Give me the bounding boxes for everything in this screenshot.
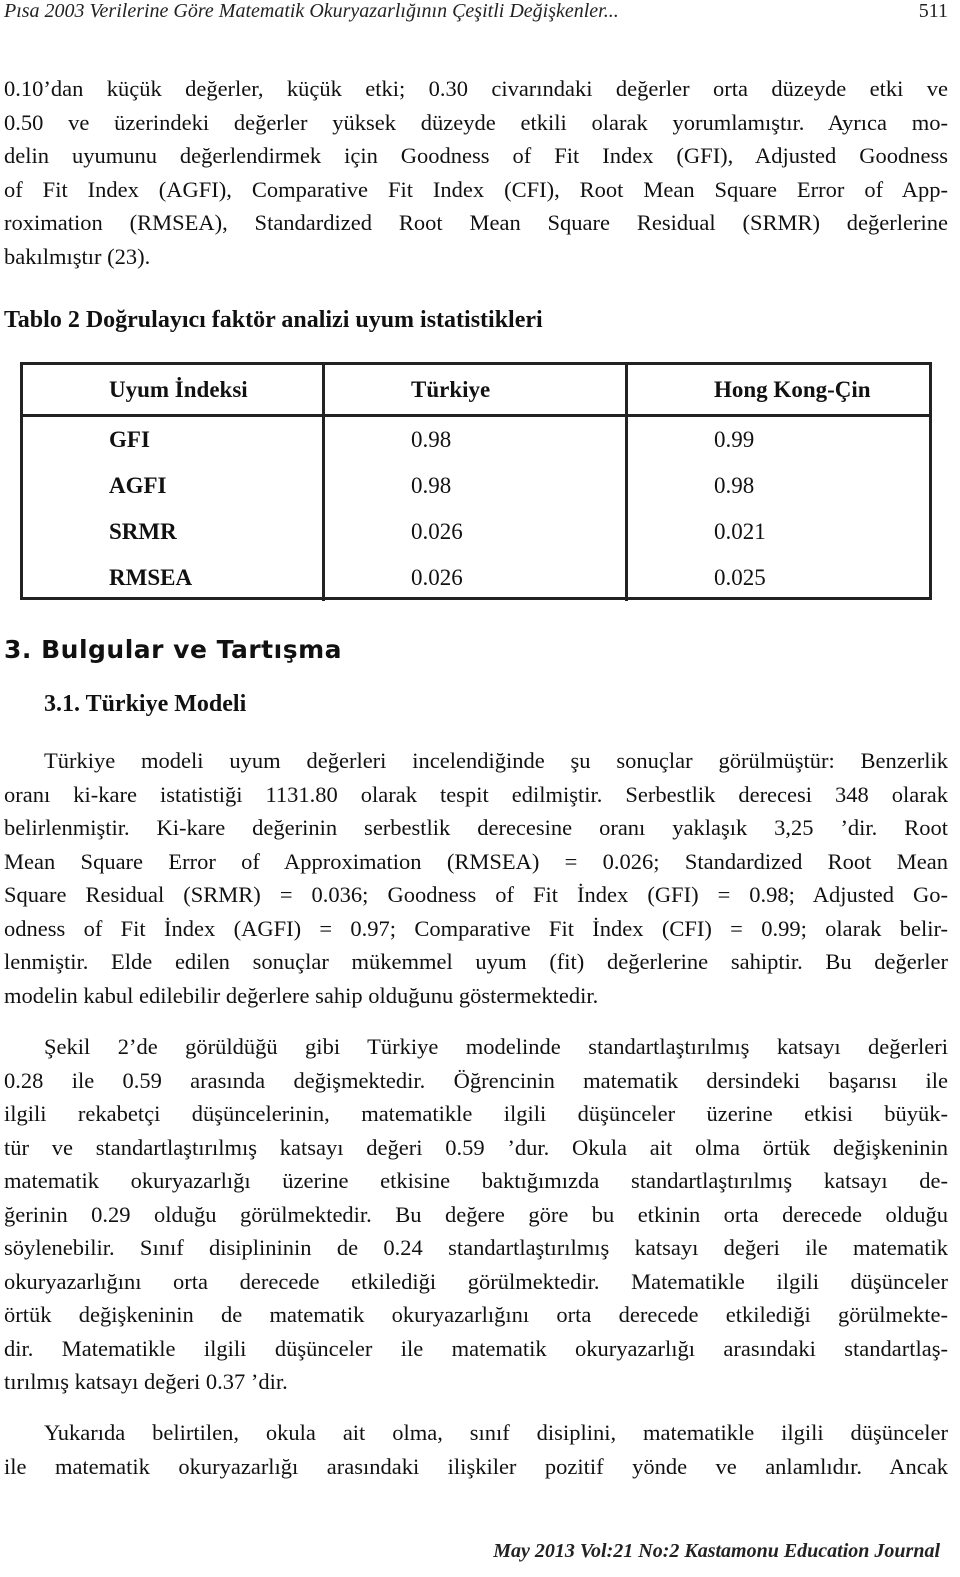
journal-footer: May 2013 Vol:21 No:2 Kastamonu Education Journal — [493, 1540, 940, 1562]
section-heading: 3. Bulgular ve Tartışma — [4, 635, 342, 664]
table-header-cell: Hong Kong-Çin — [714, 376, 871, 402]
text-line: ğerinin 0.29 olduğu görülmektedir. Bu değere göre bu etkinin orta derecede olduğu — [4, 1201, 948, 1227]
table-cell: 0.98 — [714, 473, 755, 498]
text-line: ilgili rekabetçi düşüncelerinin, matematikle ilgili düşünceler üzerine etkisi büyük- — [4, 1101, 948, 1126]
table-cell: 0.98 — [325, 417, 628, 463]
table-cell: 0.98 — [325, 463, 628, 509]
table-cell: 0.025 — [714, 565, 766, 590]
table-cell: GFI — [23, 417, 325, 463]
text-line: söylenebilir. Sınıf disiplininin de 0.24 standartlaştırılmış katsayı değeri ile matematik — [4, 1235, 948, 1260]
results-paragraph-2 — [4, 1030, 948, 1399]
subsection-heading: 3.1. Türkiye Modeli — [44, 691, 247, 717]
text-line: 0.28 ile 0.59 arasında değişmektedir. Öğrencinin matematik dersindeki başarısı ile — [4, 1067, 948, 1093]
text-line: Square Residual (SRMR) = 0.036; Goodness of Fit İndex (GFI) = 0.98; Adjusted Go- — [4, 882, 948, 907]
table-caption: Tablo 2 Doğrulayıcı faktör analizi uyum istatistikleri — [4, 307, 543, 333]
results-paragraph-3 — [4, 1416, 948, 1483]
text-line: modelin kabul edilebilir değerlere sahip olduğunu göstermektedir. — [4, 982, 599, 1008]
text-line: matematik okuryazarlığı üzerine etkisine baktığımızda standartlaştırılmış katsayı de- — [4, 1168, 948, 1193]
table-cell: 0.026 — [325, 509, 628, 555]
text-line: 0.10’dan küçük değerler, küçük etki; 0.30 civarındaki değerler orta düzeyde etki ve — [4, 76, 948, 101]
text-line: ile matematik okuryazarlığı arasındaki ilişkiler pozitif yönde ve anlamlıdır. Ancak — [4, 1453, 948, 1479]
intro-paragraph — [4, 72, 948, 273]
table-row — [23, 509, 929, 555]
text-line: Türkiye modeli uyum değerleri incelendiğinde şu sonuçlar görülmüştür: Benzerlik — [44, 748, 948, 773]
table-header-row — [23, 365, 929, 417]
text-line: okuryazarlığını orta derecede etkilediği görülmektedir. Matematikle ilgili düşünceler — [4, 1268, 948, 1294]
text-line: Yukarıda belirtilen, okula ait olma, sınıf disiplini, matematikle ilgili düşünceler — [44, 1420, 948, 1445]
text-line: örtük değişkeninin de matematik okuryazarlığını orta derecede etkilediği görülmekte- — [4, 1302, 948, 1327]
text-line: delin uyumunu değerlendirmek için Goodness of Fit Index (GFI), Adjusted Goodness — [4, 143, 948, 168]
text-line: tür ve standartlaştırılmış katsayı değeri 0.59 ’dur. Okula ait olma örtük değişkeninin — [4, 1134, 948, 1160]
table-row — [23, 463, 929, 509]
running-header — [4, 0, 948, 24]
text-line: belirlenmiştir. Ki-kare değerinin serbestlik derecesine oranı yaklaşık 3,25 ’dir. Root — [4, 815, 948, 840]
table-cell: SRMR — [23, 509, 325, 555]
table-header-cell: Türkiye — [325, 365, 628, 414]
text-line: tırılmış katsayı değeri 0.37 ’dir. — [4, 1369, 288, 1394]
text-line: Şekil 2’de görüldüğü gibi Türkiye modelinde standartlaştırılmış katsayı değerleri — [44, 1034, 948, 1059]
text-line: roximation (RMSEA), Standardized Root Mean Square Residual (SRMR) değerlerine — [4, 210, 948, 235]
table-header-cell: Uyum İndeksi — [23, 365, 325, 414]
table-cell: RMSEA — [23, 555, 325, 601]
table-cell: 0.99 — [714, 427, 755, 452]
running-header-title: Pısa 2003 Verilerine Göre Matematik Okuryazarlığının Çeşitli Değişkenler... — [4, 0, 619, 22]
fit-statistics-table — [20, 362, 932, 600]
table-row — [23, 555, 929, 601]
text-line: bakılmıştır (23). — [4, 243, 151, 269]
results-paragraph-1 — [4, 744, 948, 1012]
page-number: 511 — [918, 0, 948, 22]
table-row — [23, 417, 929, 463]
table-cell: 0.026 — [325, 555, 628, 601]
text-line: dir. Matematikle ilgili düşünceler ile matematik okuryazarlığı arasındaki standartlaş- — [4, 1335, 948, 1361]
table-cell: 0.021 — [714, 519, 766, 544]
text-line: oranı ki-kare istatistiği 1131.80 olarak tespit edilmiştir. Serbestlik derecesi 348 olarak — [4, 781, 948, 807]
text-line: lenmiştir. Elde edilen sonuçlar mükemmel uyum (fit) değerlerine sahiptir. Bu değerler — [4, 949, 948, 974]
text-line: Mean Square Error of Approximation (RMSEA) = 0.026; Standardized Root Mean — [4, 848, 948, 874]
text-line: of Fit Index (AGFI), Comparative Fit Index (CFI), Root Mean Square Error of App- — [4, 176, 948, 202]
table-cell: AGFI — [23, 463, 325, 509]
text-line: odness of Fit İndex (AGFI) = 0.97; Comparative Fit İndex (CFI) = 0.99; olarak belir- — [4, 915, 948, 941]
text-line: 0.50 ve üzerindeki değerler yüksek düzeyde etkili olarak yorumlamıştır. Ayrıca mo- — [4, 109, 948, 135]
